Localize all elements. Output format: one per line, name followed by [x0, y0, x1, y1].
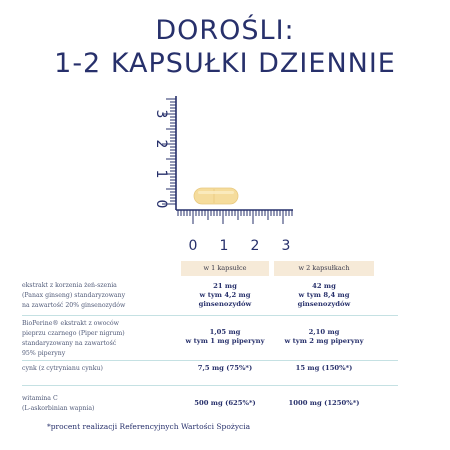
cell-2-capsules: 1000 mg (1250%*): [288, 399, 360, 407]
cell-2-capsules: 42 mg w tym 8,4 mg ginsenozydów: [297, 282, 351, 308]
row-separator: [22, 360, 398, 361]
header-1-capsule: w 1 kapsułce: [181, 261, 269, 276]
row-label: BioPerine® ekstrakt z owoców pieprzu czarnego (Piper nigrum) standaryzowany na zawartość 95% piperyny: [22, 320, 125, 357]
capsule-image: [194, 188, 238, 204]
cell-1-capsule: 21 mg w tym 4,2 mg ginsenozydów: [198, 282, 252, 308]
cell-1-capsule: 7,5 mg (75%*): [197, 364, 253, 372]
y-tick-2: 2: [153, 139, 169, 149]
row-label: cynk (z cytrynianu cynku): [22, 365, 103, 372]
x-tick-3: 3: [281, 238, 291, 254]
cell-2-capsules: 15 mg (150%*): [295, 364, 353, 372]
row-label: ekstrakt z korzenia żeń-szenia (Panax ginseng) standaryzowany na zawartość 20% ginsenozydów: [22, 282, 126, 309]
cell-1-capsule: 1,05 mg w tym 1 mg piperyny: [185, 328, 265, 345]
horizontal-ruler: [176, 210, 293, 224]
x-tick-0: 0: [188, 238, 198, 254]
cell-2-capsules: 2,10 mg w tym 2 mg piperyny: [284, 328, 364, 345]
y-tick-0: 0: [153, 199, 169, 209]
row-separator: [22, 315, 398, 316]
header-2-capsules: w 2 kapsułkach: [274, 261, 374, 276]
cell-1-capsule: 500 mg (625%*): [194, 399, 256, 407]
title-line-2: 1-2 KAPSUŁKI DZIENNIE: [54, 48, 396, 79]
x-tick-1: 1: [219, 238, 229, 254]
y-tick-1: 1: [153, 169, 169, 179]
x-tick-2: 2: [250, 238, 260, 254]
y-tick-3: 3: [153, 109, 169, 119]
row-separator: [22, 385, 398, 386]
footnote: *procent realizacji Referencyjnych Wartości Spożycia: [47, 422, 251, 431]
row-label: witamina C (L-askorbinian wapnia): [22, 395, 95, 412]
title-line-1: DOROŚLI:: [155, 15, 295, 46]
